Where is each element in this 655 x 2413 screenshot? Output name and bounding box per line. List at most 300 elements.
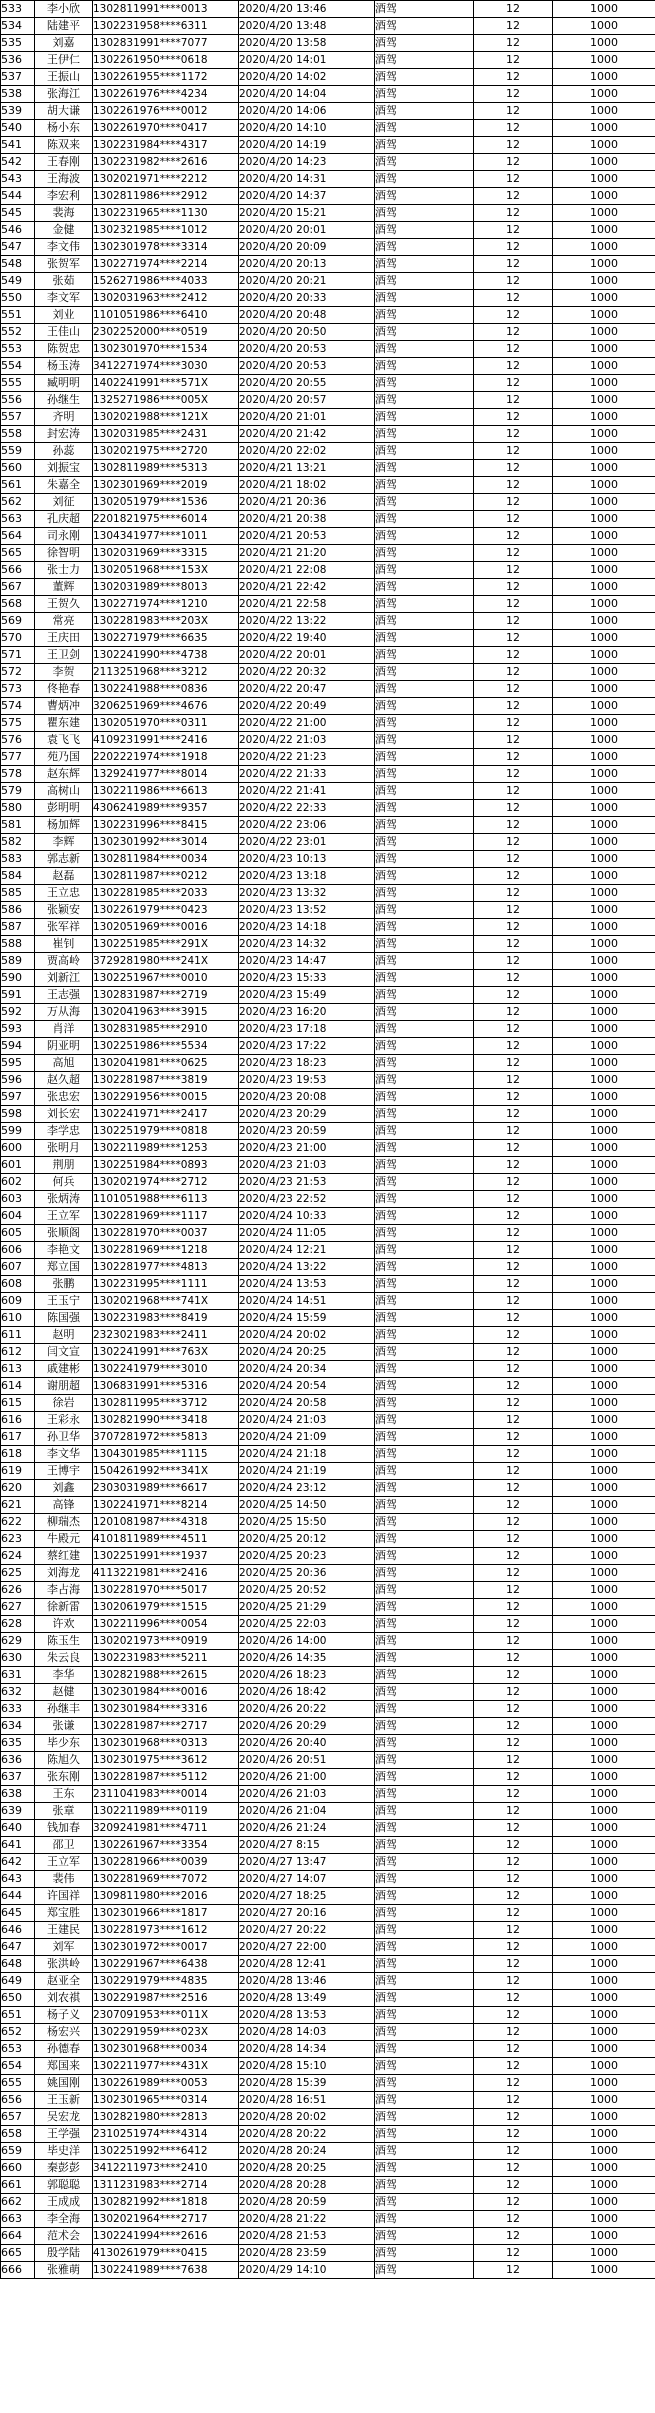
penalty-points-cell: 12 xyxy=(474,1225,553,1242)
penalty-points-cell: 12 xyxy=(474,2194,553,2211)
fine-amount-cell: 1000 xyxy=(553,307,655,324)
id-number-cell: 1302281987****5112 xyxy=(93,1769,239,1786)
violation-time-cell: 2020/4/23 16:20 xyxy=(239,1004,375,1021)
row-number-cell: 573 xyxy=(1,681,35,698)
violation-type-cell: 酒驾 xyxy=(375,188,474,205)
row-number-cell: 538 xyxy=(1,86,35,103)
violation-time-cell: 2020/4/20 20:57 xyxy=(239,392,375,409)
penalty-points-cell: 12 xyxy=(474,885,553,902)
row-number-cell: 633 xyxy=(1,1701,35,1718)
fine-amount-cell: 1000 xyxy=(553,1327,655,1344)
violation-type-cell: 酒驾 xyxy=(375,562,474,579)
penalty-points-cell: 12 xyxy=(474,1106,553,1123)
fine-amount-cell: 1000 xyxy=(553,885,655,902)
fine-amount-cell: 1000 xyxy=(553,1395,655,1412)
table-row xyxy=(1,222,655,239)
violation-time-cell: 2020/4/20 21:42 xyxy=(239,426,375,443)
person-name-cell: 张鹏 xyxy=(35,1276,93,1293)
violation-time-cell: 2020/4/20 20:53 xyxy=(239,358,375,375)
row-number-cell: 557 xyxy=(1,409,35,426)
penalty-points-cell: 12 xyxy=(474,1140,553,1157)
violation-type-cell: 酒驾 xyxy=(375,392,474,409)
table-row xyxy=(1,766,655,783)
penalty-points-cell: 12 xyxy=(474,630,553,647)
violation-type-cell: 酒驾 xyxy=(375,1752,474,1769)
fine-amount-cell: 1000 xyxy=(553,69,655,86)
id-number-cell: 1302821988****2615 xyxy=(93,1667,239,1684)
table-row xyxy=(1,834,655,851)
id-number-cell: 3209241981****4711 xyxy=(93,1820,239,1837)
row-number-cell: 663 xyxy=(1,2211,35,2228)
id-number-cell: 1302811995****3712 xyxy=(93,1395,239,1412)
penalty-points-cell: 12 xyxy=(474,613,553,630)
id-number-cell: 1302021971****2212 xyxy=(93,171,239,188)
violation-time-cell: 2020/4/21 22:08 xyxy=(239,562,375,579)
row-number-cell: 653 xyxy=(1,2041,35,2058)
table-row xyxy=(1,171,655,188)
fine-amount-cell: 1000 xyxy=(553,375,655,392)
row-number-cell: 551 xyxy=(1,307,35,324)
person-name-cell: 王学强 xyxy=(35,2126,93,2143)
person-name-cell: 郑国来 xyxy=(35,2058,93,2075)
violation-type-cell: 酒驾 xyxy=(375,460,474,477)
violation-time-cell: 2020/4/24 21:09 xyxy=(239,1429,375,1446)
row-number-cell: 586 xyxy=(1,902,35,919)
id-number-cell: 1302281970****0037 xyxy=(93,1225,239,1242)
fine-amount-cell: 1000 xyxy=(553,2228,655,2245)
table-row xyxy=(1,630,655,647)
penalty-points-cell: 12 xyxy=(474,1361,553,1378)
id-number-cell: 1302251967****0010 xyxy=(93,970,239,987)
person-name-cell: 陈贺忠 xyxy=(35,341,93,358)
penalty-points-cell: 12 xyxy=(474,1174,553,1191)
violation-time-cell: 2020/4/20 14:37 xyxy=(239,188,375,205)
table-row xyxy=(1,1514,655,1531)
person-name-cell: 钱加春 xyxy=(35,1820,93,1837)
violation-type-cell: 酒驾 xyxy=(375,1446,474,1463)
person-name-cell: 李华 xyxy=(35,1667,93,1684)
penalty-points-cell: 12 xyxy=(474,477,553,494)
violation-type-cell: 酒驾 xyxy=(375,1,474,18)
fine-amount-cell: 1000 xyxy=(553,1718,655,1735)
fine-amount-cell: 1000 xyxy=(553,1,655,18)
fine-amount-cell: 1000 xyxy=(553,1106,655,1123)
table-row xyxy=(1,1463,655,1480)
table-row xyxy=(1,2245,655,2262)
penalty-points-cell: 12 xyxy=(474,1735,553,1752)
table-row xyxy=(1,1582,655,1599)
violation-time-cell: 2020/4/22 21:41 xyxy=(239,783,375,800)
id-number-cell: 1302261955****1172 xyxy=(93,69,239,86)
row-number-cell: 616 xyxy=(1,1412,35,1429)
person-name-cell: 许欢 xyxy=(35,1616,93,1633)
penalty-points-cell: 12 xyxy=(474,800,553,817)
id-number-cell: 2113251968****3212 xyxy=(93,664,239,681)
violation-time-cell: 2020/4/28 16:51 xyxy=(239,2092,375,2109)
violation-time-cell: 2020/4/24 20:25 xyxy=(239,1344,375,1361)
penalty-points-cell: 12 xyxy=(474,1769,553,1786)
fine-amount-cell: 1000 xyxy=(553,579,655,596)
table-row xyxy=(1,647,655,664)
violation-type-cell: 酒驾 xyxy=(375,1395,474,1412)
row-number-cell: 570 xyxy=(1,630,35,647)
violation-type-cell: 酒驾 xyxy=(375,834,474,851)
table-row xyxy=(1,290,655,307)
table-row xyxy=(1,970,655,987)
fine-amount-cell: 1000 xyxy=(553,239,655,256)
penalty-points-cell: 12 xyxy=(474,1208,553,1225)
fine-amount-cell: 1000 xyxy=(553,732,655,749)
table-row xyxy=(1,103,655,120)
violation-time-cell: 2020/4/21 20:36 xyxy=(239,494,375,511)
person-name-cell: 赵久超 xyxy=(35,1072,93,1089)
penalty-points-cell: 12 xyxy=(474,239,553,256)
id-number-cell: 1302211996****0054 xyxy=(93,1616,239,1633)
person-name-cell: 裴伟 xyxy=(35,1871,93,1888)
violation-time-cell: 2020/4/28 20:25 xyxy=(239,2160,375,2177)
violation-time-cell: 2020/4/25 15:50 xyxy=(239,1514,375,1531)
id-number-cell: 1201081987****4318 xyxy=(93,1514,239,1531)
violation-type-cell: 酒驾 xyxy=(375,1344,474,1361)
table-row xyxy=(1,732,655,749)
penalty-points-cell: 12 xyxy=(474,1956,553,1973)
violation-time-cell: 2020/4/28 14:34 xyxy=(239,2041,375,2058)
row-number-cell: 614 xyxy=(1,1378,35,1395)
table-row xyxy=(1,1361,655,1378)
violation-time-cell: 2020/4/26 14:35 xyxy=(239,1650,375,1667)
id-number-cell: 1302281977****4813 xyxy=(93,1259,239,1276)
row-number-cell: 607 xyxy=(1,1259,35,1276)
fine-amount-cell: 1000 xyxy=(553,1174,655,1191)
violation-type-cell: 酒驾 xyxy=(375,1038,474,1055)
penalty-points-cell: 12 xyxy=(474,1565,553,1582)
person-name-cell: 王庆田 xyxy=(35,630,93,647)
violation-time-cell: 2020/4/20 20:55 xyxy=(239,375,375,392)
id-number-cell: 1302031969****3315 xyxy=(93,545,239,562)
penalty-points-cell: 12 xyxy=(474,1820,553,1837)
person-name-cell: 张谦 xyxy=(35,1718,93,1735)
table-row xyxy=(1,1871,655,1888)
penalty-points-cell: 12 xyxy=(474,324,553,341)
table-row xyxy=(1,392,655,409)
penalty-points-cell: 12 xyxy=(474,2143,553,2160)
row-number-cell: 666 xyxy=(1,2262,35,2279)
violation-time-cell: 2020/4/23 14:32 xyxy=(239,936,375,953)
person-name-cell: 臧明明 xyxy=(35,375,93,392)
table-row xyxy=(1,1735,655,1752)
id-number-cell: 1302241989****7638 xyxy=(93,2262,239,2279)
person-name-cell: 刘海龙 xyxy=(35,1565,93,1582)
penalty-points-cell: 12 xyxy=(474,1701,553,1718)
fine-amount-cell: 1000 xyxy=(553,86,655,103)
violation-type-cell: 酒驾 xyxy=(375,800,474,817)
violation-time-cell: 2020/4/25 20:36 xyxy=(239,1565,375,1582)
row-number-cell: 574 xyxy=(1,698,35,715)
person-name-cell: 王玉新 xyxy=(35,2092,93,2109)
person-name-cell: 王志强 xyxy=(35,987,93,1004)
violation-time-cell: 2020/4/20 14:01 xyxy=(239,52,375,69)
penalty-points-cell: 12 xyxy=(474,2262,553,2279)
violation-type-cell: 酒驾 xyxy=(375,1837,474,1854)
table-row xyxy=(1,1276,655,1293)
table-row xyxy=(1,1480,655,1497)
fine-amount-cell: 1000 xyxy=(553,2109,655,2126)
violation-type-cell: 酒驾 xyxy=(375,1480,474,1497)
violation-time-cell: 2020/4/26 20:51 xyxy=(239,1752,375,1769)
fine-amount-cell: 1000 xyxy=(553,528,655,545)
table-row xyxy=(1,1140,655,1157)
violation-time-cell: 2020/4/26 21:00 xyxy=(239,1769,375,1786)
fine-amount-cell: 1000 xyxy=(553,2041,655,2058)
violation-type-cell: 酒驾 xyxy=(375,579,474,596)
table-row xyxy=(1,851,655,868)
id-number-cell: 1302041981****0625 xyxy=(93,1055,239,1072)
penalty-points-cell: 12 xyxy=(474,1242,553,1259)
table-row xyxy=(1,1565,655,1582)
penalty-points-cell: 12 xyxy=(474,851,553,868)
violation-time-cell: 2020/4/25 20:23 xyxy=(239,1548,375,1565)
fine-amount-cell: 1000 xyxy=(553,1072,655,1089)
id-number-cell: 1302291987****2516 xyxy=(93,1990,239,2007)
penalty-points-cell: 12 xyxy=(474,1888,553,1905)
table-row xyxy=(1,273,655,290)
violation-time-cell: 2020/4/28 13:46 xyxy=(239,1973,375,1990)
violation-time-cell: 2020/4/28 20:28 xyxy=(239,2177,375,2194)
violation-type-cell: 酒驾 xyxy=(375,2024,474,2041)
row-number-cell: 615 xyxy=(1,1395,35,1412)
violation-time-cell: 2020/4/27 18:25 xyxy=(239,1888,375,1905)
person-name-cell: 刘新江 xyxy=(35,970,93,987)
violation-time-cell: 2020/4/20 14:10 xyxy=(239,120,375,137)
violation-type-cell: 酒驾 xyxy=(375,851,474,868)
row-number-cell: 572 xyxy=(1,664,35,681)
id-number-cell: 1302301984****0016 xyxy=(93,1684,239,1701)
penalty-points-cell: 12 xyxy=(474,1429,553,1446)
fine-amount-cell: 1000 xyxy=(553,1140,655,1157)
violation-type-cell: 酒驾 xyxy=(375,868,474,885)
table-row xyxy=(1,1820,655,1837)
table-row xyxy=(1,1,655,18)
penalty-points-cell: 12 xyxy=(474,545,553,562)
fine-amount-cell: 1000 xyxy=(553,1769,655,1786)
penalty-points-cell: 12 xyxy=(474,460,553,477)
id-number-cell: 1302051979****1536 xyxy=(93,494,239,511)
violation-type-cell: 酒驾 xyxy=(375,1004,474,1021)
id-number-cell: 2302252000****0519 xyxy=(93,324,239,341)
fine-amount-cell: 1000 xyxy=(553,664,655,681)
fine-amount-cell: 1000 xyxy=(553,2126,655,2143)
id-number-cell: 1302301984****3316 xyxy=(93,1701,239,1718)
row-number-cell: 587 xyxy=(1,919,35,936)
table-row xyxy=(1,1854,655,1871)
penalty-points-cell: 12 xyxy=(474,817,553,834)
id-number-cell: 1302231982****2616 xyxy=(93,154,239,171)
violation-type-cell: 酒驾 xyxy=(375,1089,474,1106)
violation-type-cell: 酒驾 xyxy=(375,1310,474,1327)
table-row xyxy=(1,1497,655,1514)
violation-time-cell: 2020/4/20 20:33 xyxy=(239,290,375,307)
table-row xyxy=(1,1344,655,1361)
fine-amount-cell: 1000 xyxy=(553,1463,655,1480)
table-row xyxy=(1,443,655,460)
id-number-cell: 1302241988****0836 xyxy=(93,681,239,698)
row-number-cell: 620 xyxy=(1,1480,35,1497)
violation-time-cell: 2020/4/24 11:05 xyxy=(239,1225,375,1242)
row-number-cell: 583 xyxy=(1,851,35,868)
row-number-cell: 588 xyxy=(1,936,35,953)
violation-time-cell: 2020/4/28 21:22 xyxy=(239,2211,375,2228)
penalty-points-cell: 12 xyxy=(474,2092,553,2109)
person-name-cell: 高锋 xyxy=(35,1497,93,1514)
table-row xyxy=(1,1752,655,1769)
penalty-points-cell: 12 xyxy=(474,987,553,1004)
penalty-points-cell: 12 xyxy=(474,919,553,936)
row-number-cell: 580 xyxy=(1,800,35,817)
penalty-points-cell: 12 xyxy=(474,103,553,120)
row-number-cell: 553 xyxy=(1,341,35,358)
violation-time-cell: 2020/4/23 19:53 xyxy=(239,1072,375,1089)
penalty-points-cell: 12 xyxy=(474,409,553,426)
person-name-cell: 袁飞飞 xyxy=(35,732,93,749)
id-number-cell: 1402241991****571X xyxy=(93,375,239,392)
row-number-cell: 643 xyxy=(1,1871,35,1888)
violation-time-cell: 2020/4/24 20:02 xyxy=(239,1327,375,1344)
penalty-points-cell: 12 xyxy=(474,681,553,698)
violation-time-cell: 2020/4/23 14:18 xyxy=(239,919,375,936)
violation-time-cell: 2020/4/20 21:01 xyxy=(239,409,375,426)
penalty-points-cell: 12 xyxy=(474,1480,553,1497)
table-row xyxy=(1,681,655,698)
table-row xyxy=(1,2058,655,2075)
violation-type-cell: 酒驾 xyxy=(375,545,474,562)
row-number-cell: 632 xyxy=(1,1684,35,1701)
id-number-cell: 1302231984****4317 xyxy=(93,137,239,154)
person-name-cell: 杨子义 xyxy=(35,2007,93,2024)
row-number-cell: 541 xyxy=(1,137,35,154)
violation-type-cell: 酒驾 xyxy=(375,1327,474,1344)
table-row xyxy=(1,1633,655,1650)
id-number-cell: 2323021983****2411 xyxy=(93,1327,239,1344)
row-number-cell: 569 xyxy=(1,613,35,630)
violation-time-cell: 2020/4/22 21:33 xyxy=(239,766,375,783)
violation-time-cell: 2020/4/24 14:51 xyxy=(239,1293,375,1310)
fine-amount-cell: 1000 xyxy=(553,715,655,732)
table-row xyxy=(1,528,655,545)
fine-amount-cell: 1000 xyxy=(553,2211,655,2228)
penalty-points-cell: 12 xyxy=(474,1531,553,1548)
person-name-cell: 李全海 xyxy=(35,2211,93,2228)
penalty-points-cell: 12 xyxy=(474,970,553,987)
table-row xyxy=(1,698,655,715)
penalty-points-cell: 12 xyxy=(474,1786,553,1803)
row-number-cell: 581 xyxy=(1,817,35,834)
person-name-cell: 杨小东 xyxy=(35,120,93,137)
table-row xyxy=(1,1412,655,1429)
id-number-cell: 1302261970****0417 xyxy=(93,120,239,137)
row-number-cell: 606 xyxy=(1,1242,35,1259)
id-number-cell: 1302291959****023X xyxy=(93,2024,239,2041)
person-name-cell: 李宏利 xyxy=(35,188,93,205)
id-number-cell: 1302051969****0016 xyxy=(93,919,239,936)
person-name-cell: 毕少东 xyxy=(35,1735,93,1752)
table-row xyxy=(1,1616,655,1633)
table-row xyxy=(1,307,655,324)
person-name-cell: 柳瑞杰 xyxy=(35,1514,93,1531)
violation-type-cell: 酒驾 xyxy=(375,1582,474,1599)
person-name-cell: 王立军 xyxy=(35,1208,93,1225)
table-row xyxy=(1,783,655,800)
person-name-cell: 范术会 xyxy=(35,2228,93,2245)
row-number-cell: 539 xyxy=(1,103,35,120)
table-row xyxy=(1,1446,655,1463)
fine-amount-cell: 1000 xyxy=(553,1514,655,1531)
person-name-cell: 阴亚明 xyxy=(35,1038,93,1055)
row-number-cell: 654 xyxy=(1,2058,35,2075)
table-row xyxy=(1,1004,655,1021)
id-number-cell: 1302021964****2717 xyxy=(93,2211,239,2228)
penalty-points-cell: 12 xyxy=(474,953,553,970)
row-number-cell: 597 xyxy=(1,1089,35,1106)
id-number-cell: 1302271979****6635 xyxy=(93,630,239,647)
penalty-points-cell: 12 xyxy=(474,1548,553,1565)
id-number-cell: 1302281970****5017 xyxy=(93,1582,239,1599)
violation-time-cell: 2020/4/28 20:24 xyxy=(239,2143,375,2160)
violation-type-cell: 酒驾 xyxy=(375,2245,474,2262)
violation-type-cell: 酒驾 xyxy=(375,477,474,494)
fine-amount-cell: 1000 xyxy=(553,2092,655,2109)
fine-amount-cell: 1000 xyxy=(553,1344,655,1361)
person-name-cell: 郑宝胜 xyxy=(35,1905,93,1922)
fine-amount-cell: 1000 xyxy=(553,1123,655,1140)
row-number-cell: 560 xyxy=(1,460,35,477)
table-row xyxy=(1,2075,655,2092)
person-name-cell: 苑乃国 xyxy=(35,749,93,766)
table-row xyxy=(1,1803,655,1820)
row-number-cell: 567 xyxy=(1,579,35,596)
table-row xyxy=(1,1310,655,1327)
fine-amount-cell: 1000 xyxy=(553,1565,655,1582)
fine-amount-cell: 1000 xyxy=(553,1956,655,1973)
id-number-cell: 1302821992****1818 xyxy=(93,2194,239,2211)
violation-type-cell: 酒驾 xyxy=(375,817,474,834)
id-number-cell: 1302251984****0893 xyxy=(93,1157,239,1174)
violation-time-cell: 2020/4/21 18:02 xyxy=(239,477,375,494)
violation-type-cell: 酒驾 xyxy=(375,1701,474,1718)
table-row xyxy=(1,1599,655,1616)
row-number-cell: 638 xyxy=(1,1786,35,1803)
id-number-cell: 1302281987****3819 xyxy=(93,1072,239,1089)
fine-amount-cell: 1000 xyxy=(553,2143,655,2160)
id-number-cell: 3729281980****241X xyxy=(93,953,239,970)
table-row xyxy=(1,477,655,494)
id-number-cell: 1302811989****5313 xyxy=(93,460,239,477)
violation-time-cell: 2020/4/25 14:50 xyxy=(239,1497,375,1514)
penalty-points-cell: 12 xyxy=(474,2058,553,2075)
person-name-cell: 赵亚全 xyxy=(35,1973,93,1990)
violation-time-cell: 2020/4/28 15:10 xyxy=(239,2058,375,2075)
fine-amount-cell: 1000 xyxy=(553,647,655,664)
table-row xyxy=(1,2041,655,2058)
id-number-cell: 1302261967****3354 xyxy=(93,1837,239,1854)
penalty-points-cell: 12 xyxy=(474,2024,553,2041)
row-number-cell: 613 xyxy=(1,1361,35,1378)
row-number-cell: 622 xyxy=(1,1514,35,1531)
person-name-cell: 瞿东建 xyxy=(35,715,93,732)
fine-amount-cell: 1000 xyxy=(553,613,655,630)
id-number-cell: 3206251969****4676 xyxy=(93,698,239,715)
row-number-cell: 627 xyxy=(1,1599,35,1616)
table-row xyxy=(1,1939,655,1956)
